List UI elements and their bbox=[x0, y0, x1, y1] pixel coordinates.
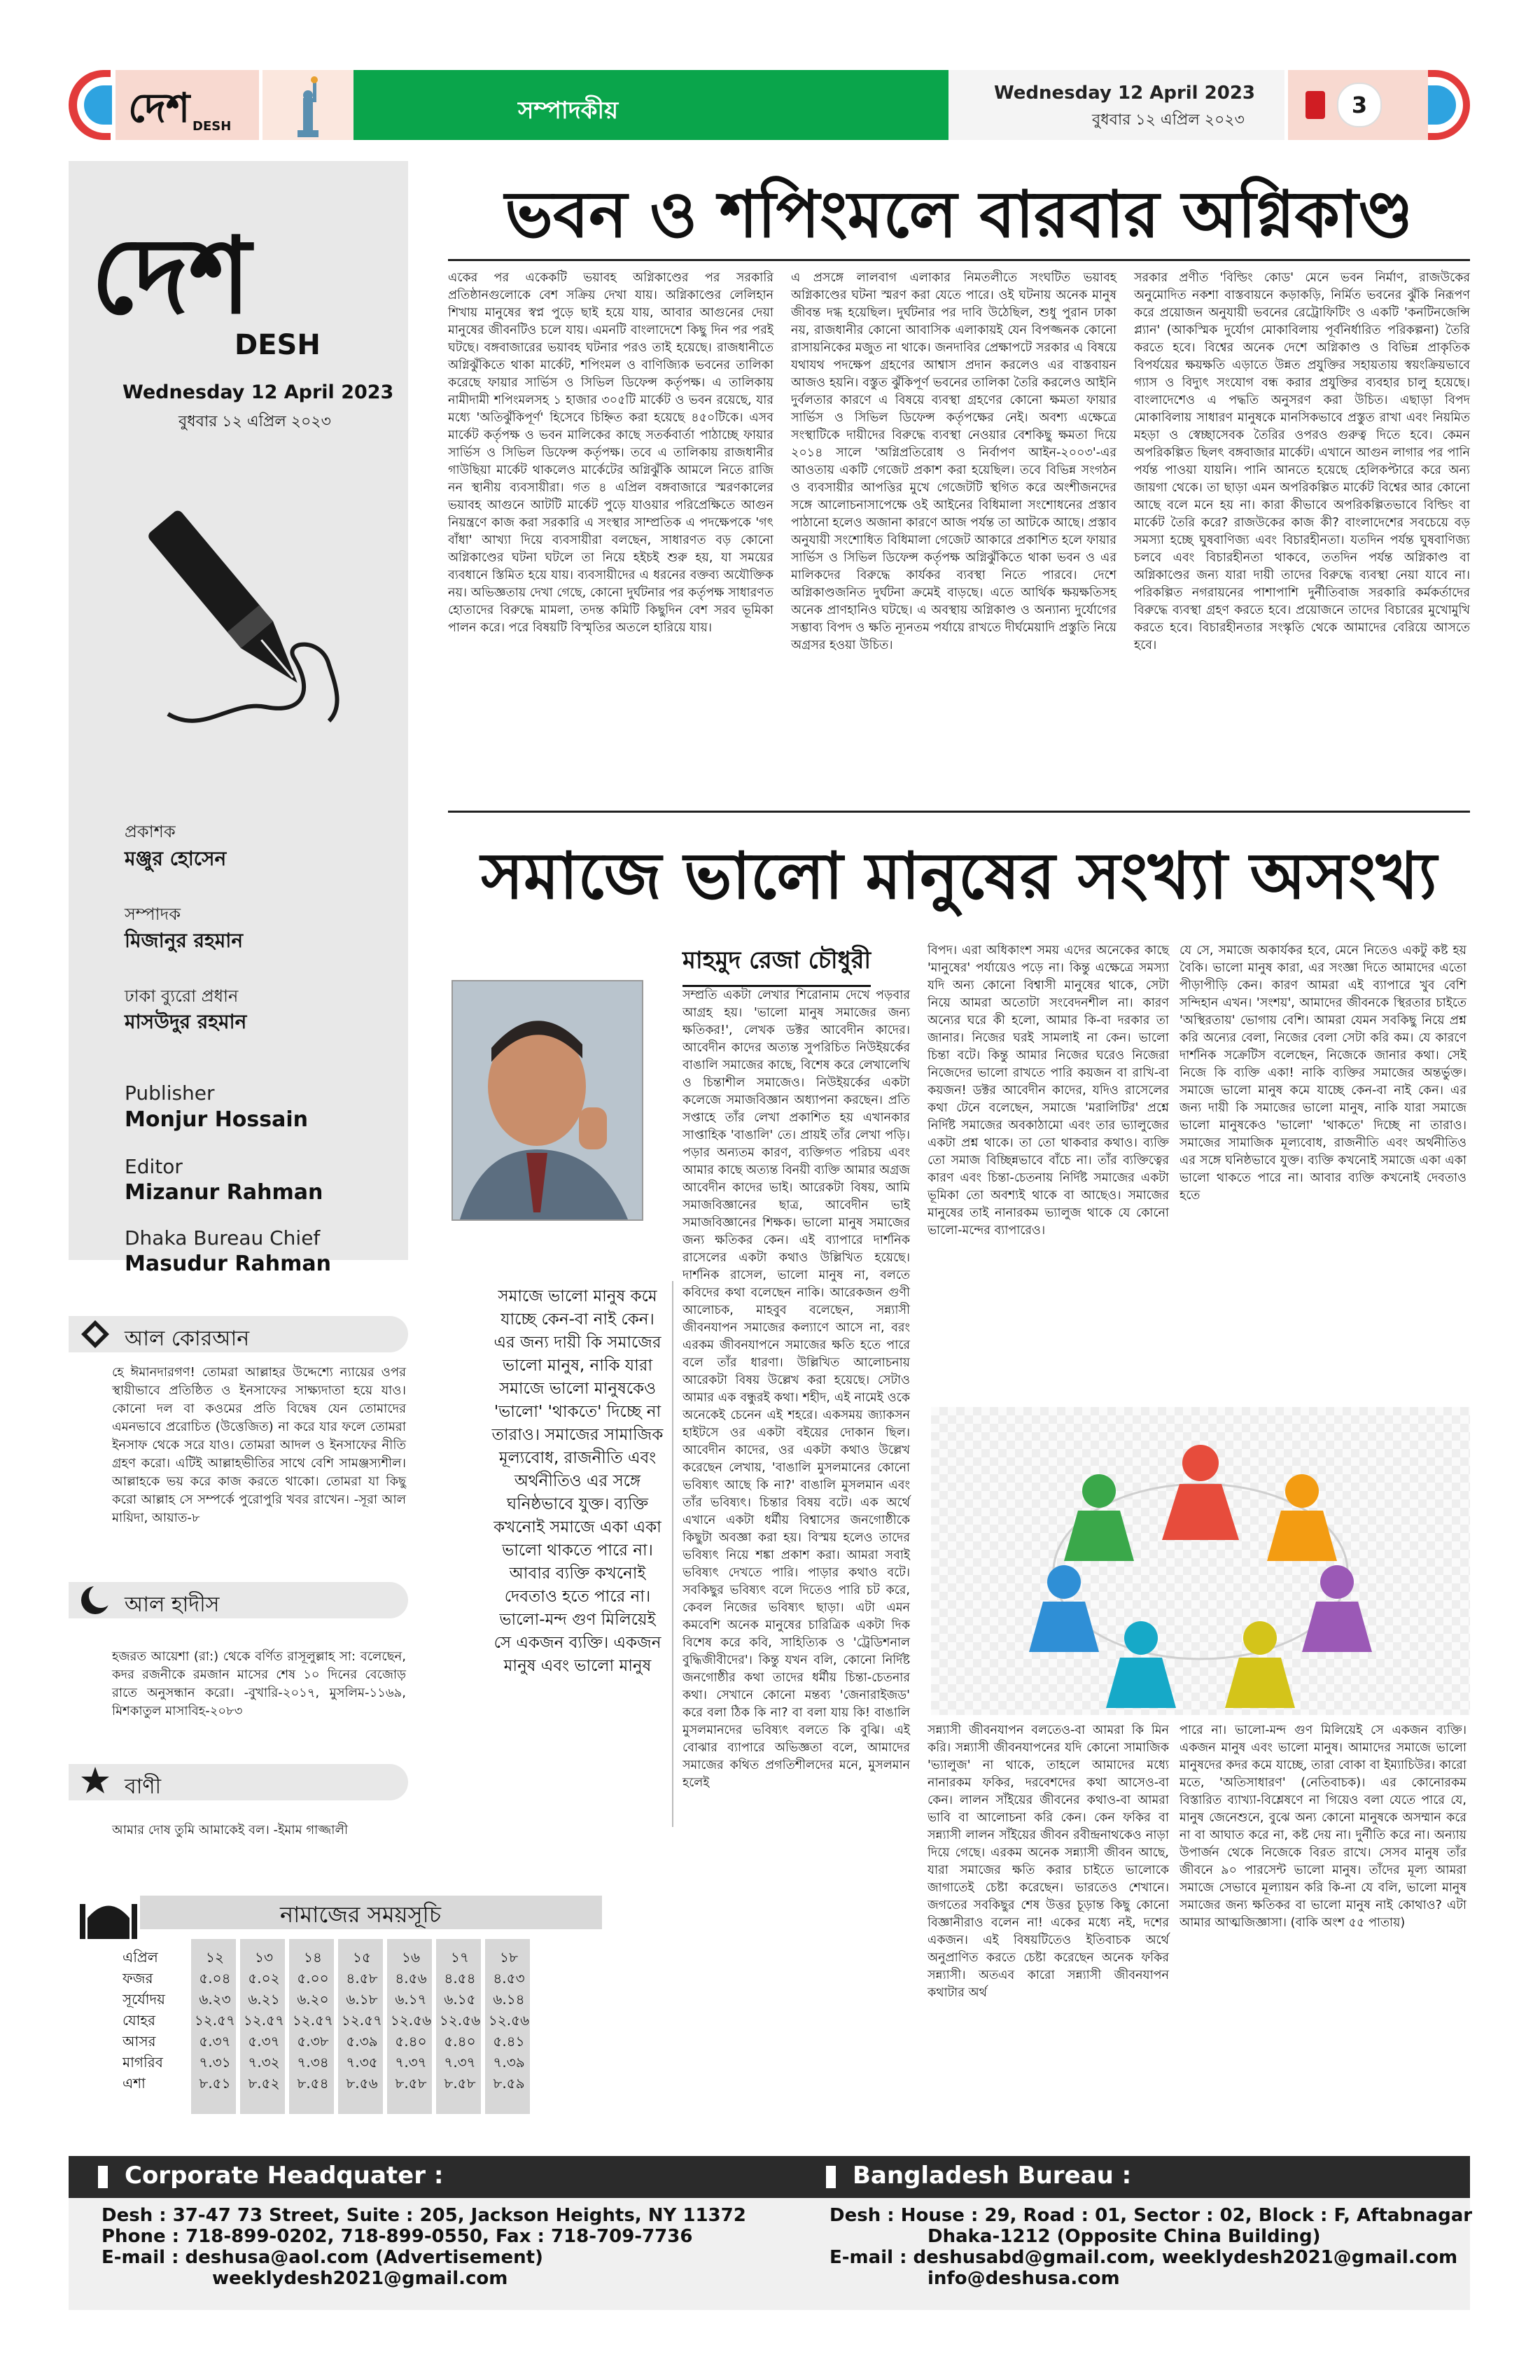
prayer-cell: ৭.৩৯ bbox=[493, 2054, 525, 2071]
prayer-cell: ৬.১৪ bbox=[493, 1991, 525, 2008]
footer-left-line-1: Desh : 37-47 73 Street, Suite : 205, Jackson Heights, NY 11372 bbox=[102, 2205, 746, 2226]
article1-headline: ভবন ও শপিংমলে বারবার অগ্নিকাণ্ড bbox=[505, 176, 1413, 252]
prayer-cell: ৫.০০ bbox=[297, 1970, 329, 1987]
article2-col2b: সন্ন্যাসী জীবনযাপন বলতেও-বা আমরা কি মিন করি। সন্ন্যাসী জীবনযাপনের যদি কোনো সামাজিক 'ভ্যালুজ' না থাকে, তাহলে আমাদের মধ্যে নানারকম ফকির, দরবেশদের কথা আসেও-বা কেন। লালন সাঁইয়ের জীবনের কথাও-বা আমরা ভাবি বা আলোচনা করি কেন। কেন ফকির বা সন্ন্যাসী লালন সাঁইয়ের জীবন রবীন্দ্রনাথকেও নাড়া দিয়ে গেছে। এরকম অনেক সন্ন্যাসী জীবন আছে, যারা সমাজের ক্ষতি করার চাইতে ভালোকে জাগাতেই চেষ্টা করেছেন। ভারতেও শেখানে। জগতের সবকিছুর শেষ উত্তর চূড়ান্ত কিছু কোনো বিজ্ঞানীরাও বলেন না! একের মধ্যে নই, দশের একজন। এই বিষয়টিতেও ইতিবাচক অর্থে অনুপ্রাণিত করতে চেষ্টা করেছেন অনেক ফকির সন্ন্যাসী। অতএব কারো সন্ন্যাসী জীবনযাপন কথাটার অর্থ bbox=[927, 1723, 1169, 2000]
editor-label-en: Editor bbox=[125, 1155, 183, 1178]
prayer-cell: ৮.৫৮ bbox=[395, 2075, 427, 2092]
prayer-row-label: আসর bbox=[122, 2033, 156, 2050]
prayer-cell: ১৩ bbox=[255, 1949, 273, 1966]
author-portrait-icon bbox=[453, 981, 642, 1219]
prayer-cell: ৮.৫৮ bbox=[444, 2075, 476, 2092]
prayer-cell: ৬.২১ bbox=[248, 1991, 280, 2008]
prayer-cell: ৮.৫৬ bbox=[346, 2075, 378, 2092]
prayer-cell: ১২ bbox=[206, 1949, 224, 1966]
prayer-cell: ৬.২৩ bbox=[199, 1991, 231, 2008]
mosque-icon bbox=[77, 1890, 140, 1946]
prayer-cell: ৪.৫৩ bbox=[493, 1970, 525, 1987]
footer-left-title: Corporate Headquater : bbox=[125, 2162, 444, 2190]
crescent-icon bbox=[78, 1583, 112, 1617]
prayer-cell: ৭.৩৭ bbox=[444, 2054, 476, 2071]
article-separator bbox=[448, 811, 1470, 813]
article1-col3: সরকার প্রণীত 'বিল্ডিং কোড' মেনে ভবন নির্মাণ, রাজউকের অনুমোদিত নকশা বাস্তবায়নে কড়াকড়ি, নির্মিত ভবনের ঝুঁকি নিরূপণ করে প্রয়োজন অনুযায়ী ভবনের রেট্রোফিটিং ও একটি 'কনটিনজেন্সি প্ল্যান' (আকস্মিক দুর্যোগ মোকাবিলায় পূর্বনির্ধারিত পরিকল্পনা) তৈরি করতে হবে। বিশ্বের অনেক দেশে অগ্নিকাণ্ড ও বিভিন্ন প্রাকৃতিক বিপর্যয়ের ক্ষয়ক্ষতি এড়াতে উন্নত প্রযুক্তির সহায়তায় স্বয়ংক্রিয়ভাবে গ্যাস ও বিদ্যুৎ সংযোগ বন্ধ করার প্রযুক্তির ব্যবহার চালু হয়েছে। বাংলাদেশেও এ পদ্ধতি অনুসরণ করা উচিত। এছাড়া বিপদ মোকাবিলায় সাধারণ মানুষকে মানসিকভাবে প্রস্তুত রাখা এবং নিয়মিত মহড়া ও স্বেচ্ছাসেবক তৈরির ওপরও গুরুত্ব দিতে হবে। কেমন অপরিকল্পিত ছিলৎ বঙ্গবাজার মার্কেট। এখানে আগুন লাগার পর পানি পর্যন্ত পাওয়া যায়নি। পানি আনতে হয়েছে হেলিকপ্টারে করে অন্য জায়গা থেকে। তা ছাড়া এমন অপরিকল্পিত মার্কেট বিশ্বের আর কোনো আছে বলে মনে হয় না। কারা কীভাবে অপরিকল্পিতভাবে বিল্ডিং বা মার্কেট তৈরি করে? রাজউকের কাজ কী? বাংলাদেশের সবচেয়ে বড় সমস্যা হচ্ছে ঘুষবাণিজ্য এবং বিচারহীনতা। যতদিন পর্যন্ত ঘুষবাণিজ্য চলবে এবং বিচারহীনতা থাকবে, ততদিন পর্যন্ত অগ্নিকাণ্ড বা অগ্নিকাণ্ডের জন্য যারা দায়ী তাদের বিরুদ্ধে ব্যবস্থা নেয়া যাবে না। পরিকল্পিত নগরায়নের পাশাপাশি দুর্নীতিবাজ সরকারি কর্মকর্তাদের বিরুদ্ধে ব্যবস্থা গ্রহণ করতে হবে। প্রয়োজনে তাদের বিচারের মুখোমুখি করতে হবে। বিচারহীনতার সংস্কৃতি থেকে আমাদের বেরিয়ে আসতে হবে। bbox=[1134, 271, 1470, 652]
prayer-cell: ৭.৩২ bbox=[248, 2054, 280, 2071]
quran-text: হে ঈমানদারগণ! তোমরা আল্লাহর উদ্দেশ্যে ন্যায়ের ওপর স্থায়ীভাবে প্রতিষ্ঠিত ও ইনসাফের সাক্ষ্যদাতা হয়ে যাও। কোনো দল বা কওমের প্রতি বিদ্বেষ যেন তোমাদের এমনভাবে প্ররোচিত (উত্তেজিত) না করে যার ফলে তোমরা ইনসাফ থেকে সরে যাও। তোমরা আদল ও ইনসাফের নীতি গ্রহণ করো। এটিই আল্লাহভীতির সাথে বেশি সামঞ্জস্যশীল। আল্লাহকে ভয় করে কাজ করতে থাকো। তোমরা যা কিছু করো আল্লাহ সে সম্পর্কে পুরোপুরি খবর রাখেন। -সূরা আল মায়িদা, আয়াত-৮ bbox=[112, 1365, 406, 1525]
editor-name-en: Mizanur Rahman bbox=[125, 1180, 323, 1205]
bureau-label-en: Dhaka Bureau Chief bbox=[125, 1226, 321, 1250]
article2-col2: বিপদ। এরা অধিকাংশ সময় এদের অনেকের কাছে 'মানুষের' পর্যায়েও পড়ে না। কিন্তু এক্ষেত্রে সমস্যা যদি অন্য কোনো বিশ্বাসী মানুষের থাকে, সেটা নিয়ে আমরা অতোটা সংবেদনশীল না। কারণ অন্যের ঘরে কী হলো, আমার কি-বা দরকার তা জানার। নিজের ঘরই সামলাই না কেন। ভালো চিন্তা বটে। কিন্তু আমার নিজের ঘরেও নিজেরা নিজেদের ভালো রাখতে পারি কয়জন বা রাখি-বা কয়জন! ডক্টর আবেদীন কাদের, যদিও রাসেলের কথা টেনে বলেছেন, সমাজে 'মরালিটির' প্রশ্নে নির্দিষ্ট সমাজের অবকাঠামো এবং তার ভ্যালুজের একটা প্রশ্ন থাকে। তা তো থাকবার কথাও। ব্যক্তি তো সমাজ বিচ্ছিন্নভাবে বাঁচে না। তাঁর ব্যক্তিত্বের কারণ এবং চিন্তা-চেতনায় নির্দিষ্ট সমাজের একটা ভূমিকা তো অবশ্যই থাকে বা আছেও। সমাজের মানুষের তাই নানারকম ভ্যালুজ থাকে যে কোনো ভালো-মন্দের ব্যাপারেও। bbox=[927, 944, 1169, 1238]
prayer-cell: ৪.৫৪ bbox=[444, 1970, 476, 1987]
prayer-cell: ৫.০৪ bbox=[199, 1970, 231, 1987]
prayer-cell: ৬.২০ bbox=[297, 1991, 329, 2008]
prayer-cell: ৮.৫৪ bbox=[297, 2075, 329, 2092]
footer-right-line-3: E-mail : deshusabd@gmail.com, weeklydesh2021@gmail.com bbox=[830, 2247, 1458, 2268]
fountain-pen-icon bbox=[119, 483, 357, 763]
editor-label-bn: সম্পাদক bbox=[125, 904, 181, 924]
prayer-cell: ১৪ bbox=[304, 1949, 322, 1966]
prayer-row-label: এপ্রিল bbox=[122, 1949, 158, 1966]
prayer-cell: ১২.৫৭ bbox=[341, 2012, 383, 2029]
prayer-cell: ৭.৩৭ bbox=[395, 2054, 427, 2071]
bureau-name-en: Masudur Rahman bbox=[125, 1252, 331, 1276]
prayer-cell: ১৬ bbox=[402, 1949, 420, 1966]
footer-marker-right bbox=[826, 2166, 836, 2188]
prayer-cell: ১৭ bbox=[451, 1949, 469, 1966]
hadith-title: আল হাদীস bbox=[125, 1592, 220, 1617]
prayer-cell: ৬.১৮ bbox=[346, 1991, 378, 2008]
masthead-logo: দেশ bbox=[91, 216, 251, 337]
prayer-cell: ৫.৩৭ bbox=[199, 2033, 231, 2050]
publisher-name-en: Monjur Hossain bbox=[125, 1107, 309, 1132]
prayer-cell: ৭.৩১ bbox=[199, 2054, 231, 2071]
flag-icon bbox=[1306, 91, 1325, 119]
header-date-bn: বুধবার ১২ এপ্রিল ২০২৩ bbox=[1092, 111, 1245, 129]
prayer-cell: ১২.৫৬ bbox=[488, 2012, 530, 2029]
article2-col1: সম্প্রতি একটা লেখার শিরোনাম দেখে পড়বার আগ্রহ হয়। 'ভালো মানুষ সমাজের জন্য ক্ষতিকর!', লেখক ডক্টর আবেদীন কাদের। আবেদীন কাদের অত্যন্ত সুপরিচিত নিউইয়র্কের বাঙালি সমাজের কাছে, বিশেষ করে লেখালেখি ও চিন্তাশীল সমাজেও। নিউইয়র্কের একটা কলেজে সমাজবিজ্ঞান অধ্যাপনা করছেন। প্রতি সপ্তাহে তাঁর লেখা প্রকাশিত হয় এখানকার সাপ্তাহিক 'বাঙালি' তে। প্রায়ই তাঁর লেখা পড়ি। পড়ার অন্যতম কারণ, ব্যক্তিগত পরিচয় এবং আমার কাছে অত্যন্ত বিনয়ী ব্যক্তি আমার অগ্রজ আবেদীন কাদের ভাই। আরেকটা বিষয়, আমি সমাজবিজ্ঞানের ছাত্র, আবেদীন ভাই সমাজবিজ্ঞানের শিক্ষক। ভালো মানুষ সমাজের জন্য ক্ষতিকর কেন। এই ব্যাপারে দার্শনিক রাসেলের একটা কথাও উল্লিখিত হয়েছে। দার্শনিক রাসেল, ভালো মানুষ না, বলতে কবিদের কথা বলেছেন নাকি। আরেকজন গুণী আলোচক, মাহবুব বলেছেন, সন্ন্যাসী জীবনযাপন সমাজের কল্যাণে আসে না, বরং এরকম জীবনযাপনে সমাজের ক্ষতি হতে পারে বলে তাঁর ধারণা। উল্লিখিত আলোচনায় আরেকটা বিষয় উল্লেখ করা হয়েছে। সেটাও আমার এক বন্ধুরই কথা। শহীদ, এই নামেই ওকে অনেকেই চেনেন এই শহরে। একসময় জ্যাকসন হাইটসে ওর একটা বইয়ের দোকান ছিল। আবেদীন কাদের, ওর একটা কথাও উল্লেখ করেছেন লেখায়, 'বাঙালি মুসলমানের কোনো ভবিষ্যৎ আছে কি না?' বাঙালি মুসলমান এবং তাঁর ভবিষ্যৎ। চিন্তার বিষয় বটে। এক অর্থে এখানে একটা ধর্মীয় বিশ্বাসের জনগোষ্ঠীকে কিছুটা অবজ্ঞা করা হয়। বিস্ময় হলেও তাদের ভবিষ্যৎ নিয়ে শঙ্কা প্রকাশ করা। আমরা সবাই ভবিষ্যৎ দেখতে পারি। পাড়ার কথাও বটে। সবকিছুর ভবিষ্যৎ বলে দিতেও পারি চট করে, কেবল নিজের ভবিষ্যৎ ছাড়া। এটা এমন কমবেশি অনেক মানুষের চারিত্রিক একটা দিক বিশেষ করে কবি, সাহিত্যিক ও 'ট্রেডিশনাল বুদ্ধিজীবীদের'। কিন্তু যখন বলি, কোনো নির্দিষ্ট জনগোষ্ঠীর কথা তাদের ধর্মীয় চিন্তা-চেতনার কথা। সেখানে কোনো মন্তব্য 'জেনারাইজড' করে বলা ঠিক কি না? বা বলা যায় কি! বাঙালি মুসলমানদের ভবিষ্যৎ বলতে কি বুঝি। এই বোঝার ব্যাপারে অভিজ্ঞতা বলে, আমাদের সমাজের কথিত প্রগতিশীলদের মনে, মুসলমান হলেই bbox=[682, 988, 910, 1790]
header-logo-box bbox=[115, 70, 259, 140]
header-statue-box bbox=[262, 70, 354, 140]
quran-header bbox=[69, 1316, 408, 1352]
article2-col3: যে সে, সমাজে অকার্যকর হবে, মেনে নিতেও একটু কষ্ট হয় বৈকি। ভালো মানুষ কারা, এর সংজ্ঞা দিতে আমাদের এতো পীড়াপীড়ি কেন। কারণ আমরা এই ব্যাপারে খুব বেশি সন্দিহান এখন। 'সংশয়', আমাদের জীবনকে স্থিরতার চাইতে 'অস্থিরতায়' ভোগায় বেশি। আমরা যেমন সবকিছু নিয়ে প্রশ্ন করি অন্যের বেলা, নিজের বেলা সেটা করি কম। যে কারণে দার্শনিক সক্রেটিস বলেছেন, নিজেকে জানার কথা। সেই নিজে কি ব্যক্তি একা! নাকি ব্যক্তির সমাজের অন্তর্ভুক্ত। সমাজে ভালো মানুষ কমে যাচ্ছে কেন-বা নাই কেন। এর জন্য দায়ী কি সমাজের ভালো মানুষ, নাকি যারা সমাজে ভালো মানুষকেও 'ভালো' 'থাকতে' দিচ্ছে না তারাও। সমাজের সামাজিক মূল্যবোধ, রাজনীতি এবং অর্থনীতিও এর সঙ্গে ঘনিষ্ঠভাবে যুক্ত। ব্যক্তি কখনোই সমাজে একা একা ভালো থাকতে পারে না। আবার ব্যক্তি কখনোই দেবতাও হতে bbox=[1180, 944, 1466, 1203]
header-date-en: Wednesday 12 April 2023 bbox=[994, 83, 1256, 104]
editor-name-bn: মিজানুর রহমান bbox=[125, 929, 244, 952]
people-circle-icon bbox=[931, 1407, 1470, 1715]
prayer-cell: ১২.৫৬ bbox=[439, 2012, 481, 2029]
prayer-cell: ১২.৫৭ bbox=[292, 2012, 334, 2029]
article2-headline: সমাজে ভালো মানুষের সংখ্যা অসংখ্য bbox=[481, 838, 1437, 913]
bani-text: আমার দোষ তুমি আমাকেই বল। -ইমাম গাজ্জালী bbox=[112, 1823, 349, 1837]
prayer-row-label: যোহর bbox=[122, 2012, 155, 2029]
article1-col2: এ প্রসঙ্গে লালবাগ এলাকার নিমতলীতে সংঘটিত ভয়াবহ অগ্নিকাণ্ডের ঘটনা স্মরণ করা যেতে পারে। ওই ঘটনায় অনেক মানুষ জীবন্ত দগ্ধ হয়েছিল। দুর্ঘটনার পর দাবি উঠেছিল, শুধু পুরান ঢাকা নয়, রাজধানীর কোনো আবাসিক এলাকায়ই যেন বিপজ্জনক কোনো রাসায়নিকের মজুত না থাকে। জনদাবির প্রেক্ষাপটে সরকার এ বিষয়ে যথাযথ পদক্ষেপ গ্রহণের আশ্বাস প্রদান করলেও এর বাস্তবায়ন আজও হয়নি। বস্তুত ঝুঁকিপূর্ণ ভবনের তালিকা তৈরি করলেও আইনি দুর্বলতার কারণে এ বিষয়ে ব্যবস্থা গ্রহণের কোনো ক্ষমতা ফায়ার সার্ভিস ও সিভিল ডিফেন্স কর্তৃপক্ষের নেই। অবশ্য এক্ষেত্রে সংস্থাটিকে দায়ীদের বিরুদ্ধে ব্যবস্থা নেওয়ার বেশকিছু ক্ষমতা দিয়ে ২০১৪ সালে 'অগ্নিপ্রতিরোধ ও নির্বাপণ আইন-২০০৩'-এর আওতায় একটি গেজেট প্রকাশ করা হয়েছিল। তবে বিভিন্ন সংগঠন ও ব্যবসায়ীর আপত্তির মুখে গেজেটটি স্থগিত করে অংশীজনদের সঙ্গে আলোচনাসাপেক্ষে ওই আইনের বিধিমালা সংশোধনের প্রস্তাব পাঠানো হলেও অজানা কারণে আজ পর্যন্ত তা আটকে আছে। প্রস্তাব অনুযায়ী সংশোধিত বিধিমালা গেজেট আকারে প্রকাশিত হলে ফায়ার সার্ভিস ও সিভিল ডিফেন্স কর্তৃপক্ষ অগ্নিঝুঁকিতে থাকা ভবন ও এর মালিকদের বিরুদ্ধে কার্যকর ব্যবস্থা নিতে পারবে। দেশে অগ্নিকাণ্ডজনিত দুর্ঘটনা ক্রমেই বাড়ছে। এতে আর্থিক ক্ষয়ক্ষতিসহ অনেক প্রাণহানিও ঘটছে। এ অবস্থায় অগ্নিকাণ্ড ও অন্যান্য দুর্যোগের সম্ভাব্য বিপদ ও ক্ষতি ন্যূনতম পর্যায়ে রাখতে দীর্ঘমেয়াদি প্রস্তুতি নিয়ে অগ্রসর হওয়া উচিত। bbox=[791, 271, 1116, 652]
people-circle-illustration bbox=[931, 1407, 1470, 1715]
footer-left-line-2: Phone : 718-899-0202, 718-899-0550, Fax : 718-709-7736 bbox=[102, 2226, 693, 2247]
prayer-cell: ৮.৫৯ bbox=[493, 2075, 525, 2092]
statue-of-liberty-icon bbox=[262, 70, 354, 140]
prayer-cell: ৫.৪১ bbox=[493, 2033, 525, 2050]
article2-author: মাহমুদ রেজা চৌধুরী bbox=[682, 942, 871, 987]
prayer-cell: ১২.৫৭ bbox=[243, 2012, 285, 2029]
article2-col3b: পারে না। ভালো-মন্দ গুণ মিলিয়েই সে একজন ব্যক্তি। একজন মানুষ এবং ভালো মানুষ। আমাদের সমাজে ভালো মানুষদের কদর কমে যাচ্ছে, তারা বোকা বা ইম্যাচিউর। কারো মতে, 'অতিসাধারণ' (নেতিবাচক)। এর কোনোরকম বিস্তারিত ব্যাখ্যা-বিশ্লেষণে না গিয়েও বলা যেতে পারে যে, মানুষ জেনেশুনে, বুঝে অন্য কোনো মানুষকে অসম্মান করে না বা আঘাত করে না, কষ্ট দেয় না। দুর্নীতি করে না। অন্যায় উপার্জন থেকে নিজেকে বিরত রাখে। সেসব মানুষ তাঁর জীবনে ৯০ পারসেন্ট ভালো মানুষ। তাঁদের মূল্য আমরা সমাজে সেভাবে মূল্যায়ন করি কি-না যে বলি, ভালো মানুষ সমাজের জন্য ক্ষতিকর বা ভালো মানুষ নাই কোথাও? এটা আমার আত্মজিজ্ঞাসা। (বাকি অংশ ৫৫ পাতায়) bbox=[1180, 1723, 1466, 1930]
footer-right-line-4: info@deshusa.com bbox=[927, 2268, 1120, 2289]
article1-col1: একের পর একেকটি ভয়াবহ অগ্নিকাণ্ডের পর সরকারি প্রতিষ্ঠানগুলোকে বেশ সক্রিয় দেখা যায়। অগ্নিকাণ্ডের লেলিহান শিখায় মানুষের স্বপ্ন পুড়ে ছাই হয়ে যায়, আবার আগুনের দেয়া মানুষের জীবনটিও চলে যায়। এমনটি বাংলাদেশে কিছু দিন পর পরই ঘটছে। বঙ্গবাজারের ভয়াবহ ঘটনার পরও তাই হয়েছে। রাজধানীতে অগ্নিঝুঁকিতে থাকা মার্কেট, শপিংমল ও বাণিজ্যিক ভবনের তালিকা করেছে ফায়ার সার্ভিস ও সিভিল ডিফেন্স কর্তৃপক্ষ। এ তালিকায় নামীদামী শপিংমলসহ ১ হাজার ৩০৫টি মার্কেট ও ভবন রয়েছে, যার মধ্যে 'অতিঝুঁকিপূর্ণ' হিসেবে চিহ্নিত করা হয়েছে ৪৫০টিকে। এসব মার্কেট কর্তৃপক্ষ ও ভবন মালিকের কাছে সতর্কবার্তা পাঠাচ্ছে ফায়ার সার্ভিস ও সিভিল ডিফেন্স কর্তৃপক্ষ। তবে এ তালিকায় রাজধানীর গাউছিয়া মার্কেট থাকলেও মার্কেটের অগ্নিঝুঁকি আমলে নিতে রাজি নন স্থানীয় ব্যবসায়ীরা। গত ৪ এপ্রিল বঙ্গবাজারে স্মরণকালের ভয়াবহ আগুনে আটটি মার্কেট পুড়ে যাওয়ার পরিপ্রেক্ষিতে আগুন নিয়ন্ত্রণে কাজ করা সরকারি এ সংস্থার সাম্প্রতিক এ পদক্ষেপকে 'গৎ বাঁধা' আখ্যা দিয়ে ব্যবসায়ীরা বলছেন, সাধারণত বড় কোনো অগ্নিকাণ্ডের ঘটনা ঘটলে তা নিয়ে হইচই শুরু হয়, যা সময়ের ব্যবধানে স্তিমিত হয়ে যায়। ব্যবসায়ীদের এ ধরনের বক্তব্য অযৌক্তিক নয়। অভিজ্ঞতায় দেখা গেছে, কোনো দুর্ঘটনার পর কর্তৃপক্ষ সাধারণত হোতাদের বিরুদ্ধে মামলা, তদন্ত কমিটি কিছুদিন বেশ সরব ভূমিকা পালন করে। পরে বিষয়টি বিস্মৃতির অতলে হারিয়ে যায়। bbox=[448, 271, 774, 635]
prayer-cell: ৭.৩৪ bbox=[297, 2054, 329, 2071]
pull-quote: সমাজে ভালো মানুষ কমে যাচ্ছে কেন-বা নাই কেন। এর জন্য দায়ী কি সমাজের ভালো মানুষ, নাকি যারা সমাজে ভালো মানুষকেও 'ভালো' 'থাকতে' দিচ্ছে না তারাও। সমাজের সামাজিক মূল্যবোধ, রাজনীতি এবং অর্থনীতিও এর সঙ্গে ঘনিষ্ঠভাবে যুক্ত। ব্যক্তি কখনোই সমাজে একা একা ভালো থাকতে পারে না। আবার ব্যক্তি কখনোই দেবতাও হতে পারে না। ভালো-মন্দ গুণ মিলিয়েই সে একজন ব্যক্তি। একজন মানুষ এবং ভালো মানুষ bbox=[491, 1287, 664, 1675]
masthead-logo-sub: DESH bbox=[234, 329, 321, 361]
sidebar-date-en: Wednesday 12 April 2023 bbox=[122, 382, 394, 403]
bani-header bbox=[69, 1764, 408, 1800]
header-section-band bbox=[354, 70, 948, 140]
publisher-name-bn: মঞ্জুর হোসেন bbox=[125, 847, 227, 870]
prayer-cell: ৫.৪০ bbox=[395, 2033, 427, 2050]
prayer-title: নামাজের সময়সূচি bbox=[280, 1901, 442, 1928]
bani-title: বাণী bbox=[125, 1774, 162, 1799]
publisher-label-en: Publisher bbox=[125, 1082, 215, 1105]
prayer-row-label: সূর্যোদয় bbox=[122, 1991, 165, 2008]
bureau-name-bn: মাসউদুর রহমান bbox=[125, 1010, 247, 1033]
footer-right-title: Bangladesh Bureau : bbox=[853, 2162, 1132, 2190]
footer-right-line-2: Dhaka-1212 (Opposite China Building) bbox=[927, 2226, 1321, 2247]
prayer-cell: ৪.৫৮ bbox=[346, 1970, 378, 1987]
footer-right-line-1: Desh : House : 29, Road : 01, Sector : 02, Block : F, Aftabnagar bbox=[830, 2205, 1473, 2226]
prayer-cell: ১৮ bbox=[500, 1949, 518, 1966]
prayer-cell: ৬.১৫ bbox=[444, 1991, 476, 2008]
quran-title: আল কোরআন bbox=[125, 1326, 250, 1351]
pull-quote-box bbox=[483, 1281, 673, 1827]
prayer-cell: ৫.০২ bbox=[248, 1970, 280, 1987]
author-photo bbox=[451, 980, 643, 1221]
footer-marker-left bbox=[98, 2166, 108, 2188]
prayer-row-label: ফজর bbox=[122, 1970, 153, 1987]
quran-icon bbox=[78, 1319, 112, 1350]
prayer-cell: ৮.৫২ bbox=[248, 2075, 280, 2092]
header-logo-sub: DESH bbox=[192, 119, 232, 134]
section-title: সম্পাদকীয় bbox=[518, 97, 619, 125]
publisher-label-bn: প্রকাশক bbox=[125, 822, 176, 841]
footer-left-line-4: weeklydesh2021@gmail.com bbox=[212, 2268, 508, 2289]
header-logo: দেশ bbox=[128, 84, 190, 132]
prayer-cell: ৫.৪০ bbox=[444, 2033, 476, 2050]
prayer-row-label: মাগরিব bbox=[122, 2054, 163, 2071]
footer-left-line-3: E-mail : deshusa@aol.com (Advertisement) bbox=[102, 2247, 543, 2268]
prayer-cell: ১২.৫৭ bbox=[194, 2012, 236, 2029]
star-icon bbox=[78, 1765, 112, 1799]
page-number: 3 bbox=[1337, 83, 1382, 127]
hadith-text: হজরত আয়েশা (রা:) থেকে বর্ণিত রাসূলুল্লাহ সা: বলেছেন, কদর রজনীকে রমজান মাসের শেষ ১০ দিনের বেজোড় রাতে অনুসন্ধান করো। -বুখারি-২০১৭, মুসলিম-১১৬৯, মিশকাতুল মাসাবিহ-২০৮৩ bbox=[112, 1649, 406, 1718]
prayer-cell: ৫.৩৭ bbox=[248, 2033, 280, 2050]
prayer-cell: ১২.৫৬ bbox=[390, 2012, 432, 2029]
article1-rule bbox=[448, 259, 1470, 261]
prayer-cell: ৮.৫১ bbox=[199, 2075, 231, 2092]
prayer-cell: ৬.১৭ bbox=[395, 1991, 427, 2008]
prayer-cell: ৫.৩৮ bbox=[297, 2033, 329, 2050]
prayer-cell: ৭.৩৫ bbox=[346, 2054, 378, 2071]
sidebar-date-bn: বুধবার ১২ এপ্রিল ২০২৩ bbox=[178, 413, 331, 430]
prayer-cell: ১৫ bbox=[353, 1949, 371, 1966]
prayer-cell: ৪.৫৬ bbox=[395, 1970, 427, 1987]
hadith-header bbox=[69, 1582, 408, 1618]
prayer-cell: ৫.৩৯ bbox=[346, 2033, 378, 2050]
bureau-label-bn: ঢাকা ব্যুরো প্রধান bbox=[125, 986, 239, 1006]
prayer-row-label: এশা bbox=[122, 2075, 146, 2092]
